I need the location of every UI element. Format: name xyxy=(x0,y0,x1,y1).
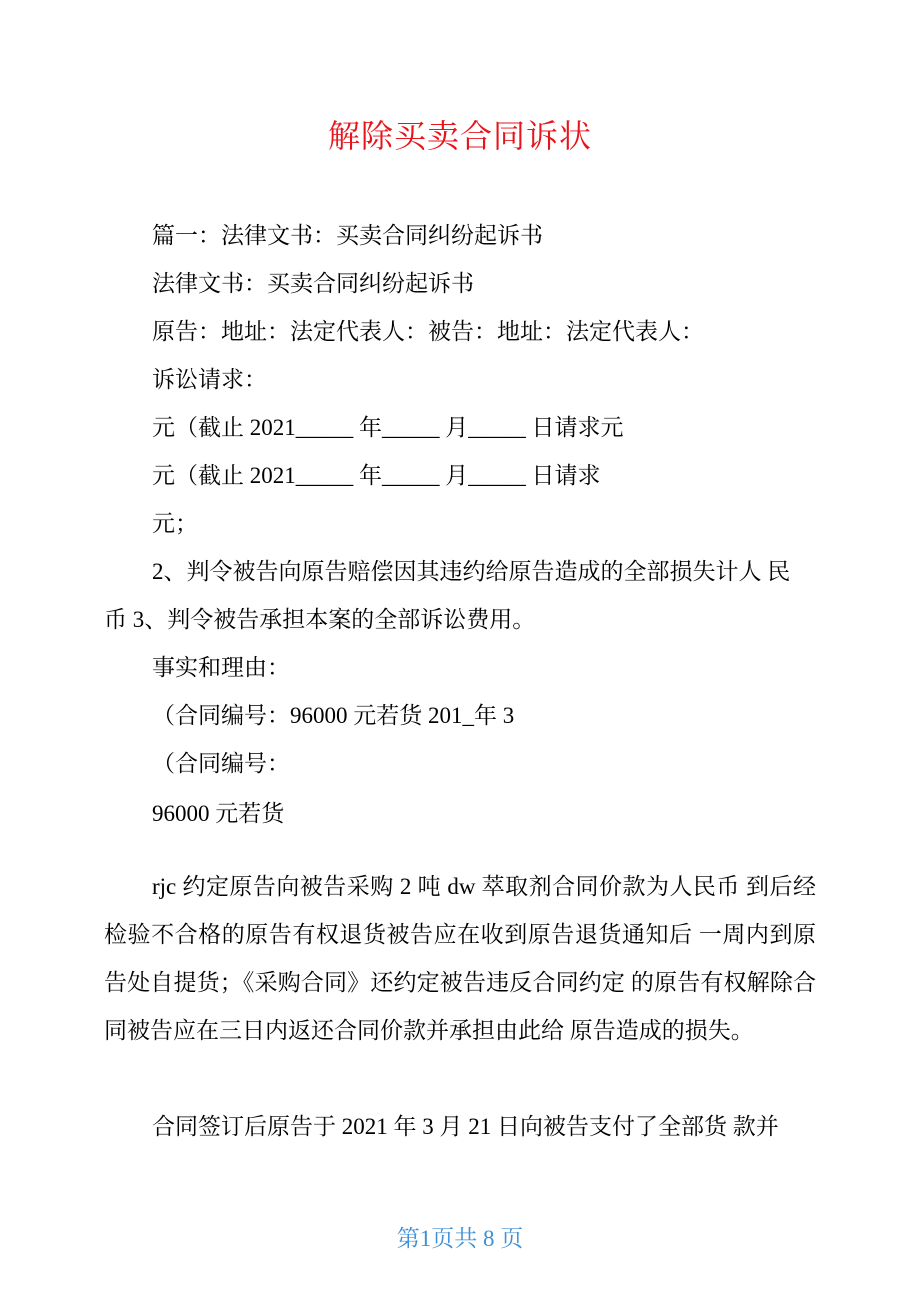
document-title: 解除买卖合同诉状 xyxy=(327,118,592,154)
text-line-parties: 原告：地址：法定代表人：被告：地址：法定代表人： xyxy=(152,319,704,344)
text-line-doc-type: 法律文书：买卖合同纠纷起诉书 xyxy=(152,271,474,296)
text-line-claim-5: 币 3、判令被告承担本案的全部诉讼费用。 xyxy=(104,607,536,632)
text-line-facts-heading: 事实和理由： xyxy=(152,655,290,680)
text-line-contract-1: （合同编号：96000 元若货 201_年 3 xyxy=(152,703,515,728)
text-line-amount: 96000 元若货 xyxy=(152,801,285,826)
body-paragraph: 合同签订后原告于 2021 年 3 月 21 日向被告支付了全部货 款并 xyxy=(152,1114,779,1139)
text-line-claim-1: 元（截止 2021_____ 年_____ 月_____ 日请求元 xyxy=(152,415,624,440)
text-line-contract-2: （合同编号： xyxy=(152,751,290,776)
text-line-claim-4: 2、判令被告向原告赔偿因其违约给原告造成的全部损失计人 民 xyxy=(152,559,791,584)
text-line-claims-heading: 诉讼请求： xyxy=(152,367,267,392)
body-paragraph: rjc 约定原告向被告采购 2 吨 dw 萃取剂合同价款为人民币 到后经检验不合格的原告有权退货被告应在收到原告退货通知后 一周内到原告处自提货；《采购合同》还约定被告违反合同约定 的原告有权解除合同被告应在三日内返还合同价款并承担由此给 原告造成的损失。 xyxy=(104,874,816,1043)
page-footer: 第1页共 8 页 xyxy=(396,1226,524,1251)
text-line-claim-2: 元（截止 2021_____ 年_____ 月_____ 日请求 xyxy=(152,463,601,488)
text-line-section-heading: 篇一：法律文书：买卖合同纠纷起诉书 xyxy=(152,223,543,248)
text-line-claim-3: 元； xyxy=(152,511,198,536)
